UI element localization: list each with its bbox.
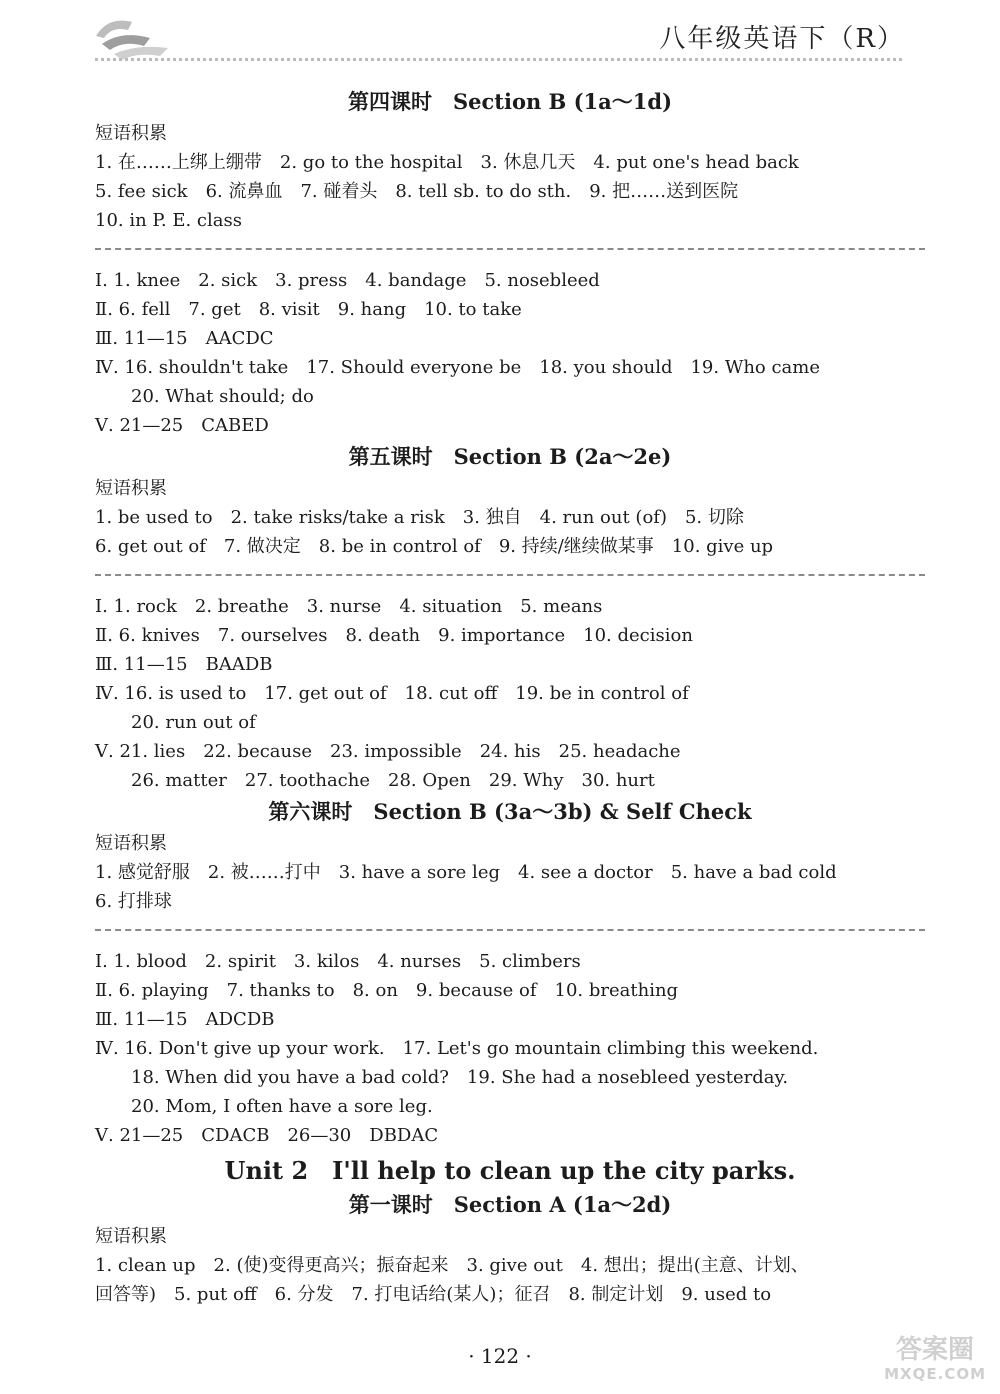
phrase-line: 5. fee sick 6. 流鼻血 7. 碰着头 8. tell sb. to do sth. 9. 把……送到医院 — [95, 181, 739, 202]
answer-content — [95, 85, 925, 1309]
answer-line: Ⅲ. 11—15 ADCDB — [95, 1009, 275, 1030]
answer-line: Ⅲ. 11—15 AACDC — [95, 328, 274, 349]
answer-line: Ⅴ. 21—25 CABED — [95, 415, 269, 436]
phrase-line: 1. 感觉舒服 2. 被……打中 3. have a sore leg 4. see a doctor 5. have a bad cold — [95, 862, 837, 883]
answer-line: Ⅳ. 16. Don't give up your work. 17. Let's go mountain climbing this weekend. — [95, 1038, 819, 1059]
answer-line: Ⅱ. 6. playing 7. thanks to 8. on 9. because of 10. breathing — [95, 980, 679, 1001]
section-title: 第五课时 Section B (2a～2e) — [348, 444, 672, 469]
dashed-divider — [95, 929, 925, 932]
page-number: · 122 · — [468, 1344, 532, 1368]
answer-line: Ⅳ. 16. is used to 17. get out of 18. cut off 19. be in control of — [95, 683, 689, 704]
phrase-label: 短语积累 — [95, 833, 167, 854]
phrase-line: 1. 在……上绑上绷带 2. go to the hospital 3. 休息几天 4. put one's head back — [95, 152, 799, 173]
phrase-line: 1. clean up 2. (使)变得更高兴；振奋起来 3. give out 4. 想出；提出(主意、计划、 — [95, 1255, 809, 1276]
answer-line: 20. What should; do — [131, 386, 314, 407]
watermark-text: 答案圈 — [896, 1335, 975, 1365]
answer-line: 26. matter 27. toothache 28. Open 29. Why 30. hurt — [131, 770, 655, 791]
phrase-label: 短语积累 — [95, 478, 167, 499]
phrase-line: 10. in P. E. class — [95, 210, 242, 231]
phrase-line: 6. get out of 7. 做决定 8. be in control of 9. 持续/继续做某事 10. give up — [95, 536, 774, 557]
phrase-label: 短语积累 — [95, 123, 167, 144]
watermark-site: MXQE.COM — [884, 1365, 986, 1383]
answer-line: 20. run out of — [131, 712, 256, 733]
section-title: 第一课时 Section A (1a～2d) — [348, 1192, 672, 1217]
phrase-line: 1. be used to 2. take risks/take a risk 3. 独自 4. run out (of) 5. 切除 — [95, 507, 744, 528]
book-title: 八年级英语下（R） — [659, 24, 905, 54]
answer-line: Ⅲ. 11—15 BAADB — [95, 654, 273, 675]
phrase-line: 6. 打排球 — [95, 891, 172, 912]
book-logo-icon — [88, 8, 178, 64]
answer-line: Ⅰ. 1. knee 2. sick 3. press 4. bandage 5. nosebleed — [95, 270, 600, 291]
watermark-logo — [884, 1335, 986, 1386]
answer-line: 18. When did you have a bad cold? 19. She had a nosebleed yesterday. — [131, 1067, 789, 1088]
phrase-line: 回答等) 5. put off 6. 分发 7. 打电话给(某人)；征召 8. 制定计划 9. used to — [95, 1284, 772, 1305]
answer-line: Ⅳ. 16. shouldn't take 17. Should everyone be 18. you should 19. Who came — [95, 357, 821, 378]
page-header — [0, 0, 1000, 70]
answer-line: 20. Mom, I often have a sore leg. — [131, 1096, 433, 1117]
answer-line: Ⅰ. 1. rock 2. breathe 3. nurse 4. situation 5. means — [95, 596, 603, 617]
answer-line: Ⅱ. 6. fell 7. get 8. visit 9. hang 10. to take — [95, 299, 522, 320]
header-divider — [95, 58, 905, 61]
section-title: 第四课时 Section B (1a～1d) — [347, 89, 673, 114]
section-title: 第六课时 Section B (3a～3b) & Self Check — [268, 799, 752, 824]
answer-line: Ⅴ. 21—25 CDACB 26—30 DBDAC — [95, 1125, 439, 1146]
answer-line: Ⅰ. 1. blood 2. spirit 3. kilos 4. nurses 5. climbers — [95, 951, 581, 972]
answer-line: Ⅴ. 21. lies 22. because 23. impossible 24. his 25. headache — [95, 741, 681, 762]
dashed-divider — [95, 248, 925, 251]
unit-title: Unit 2 I'll help to clean up the city parks. — [224, 1156, 796, 1185]
dashed-divider — [95, 574, 925, 577]
answer-line: Ⅱ. 6. knives 7. ourselves 8. death 9. importance 10. decision — [95, 625, 693, 646]
phrase-label: 短语积累 — [95, 1226, 167, 1247]
